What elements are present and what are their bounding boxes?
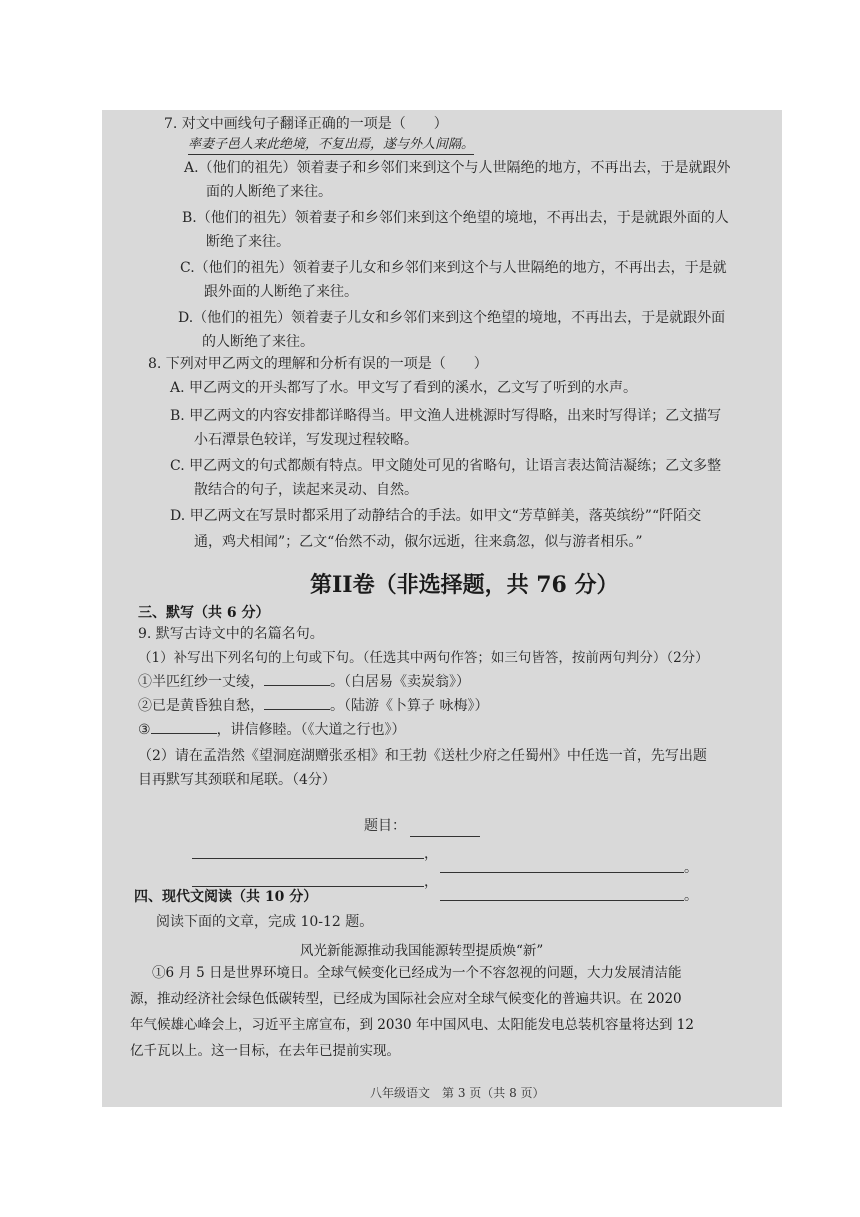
q9-item1-given: ①半匹红纱一丈绫， [138, 674, 264, 690]
q7-option-a-line2: 面的人断绝了来往。 [206, 184, 332, 200]
part2-title: 第II卷（非选择题，共 76 分） [310, 572, 619, 598]
q7-option-c-line2: 跟外面的人断绝了来往。 [204, 284, 358, 300]
q9-part1-instructions: （1）补写出下列名句的上句或下句。（任选其中两句作答；如三句皆答，按前两句判分）（2分） [138, 650, 709, 666]
q9-item3 [138, 720, 406, 740]
q7-option-b-line2: 断绝了来往。 [206, 234, 290, 250]
article-para-line1: ①6 月 5 日是世界环境日。全球气候变化已经成为一个不容忽视的问题，大力发展清洁能 [152, 965, 682, 981]
answer-period-2: 。 [684, 888, 698, 904]
article-para-line3: 年气候雄心峰会上，习近平主席宣布，到 2030 年中国风电、太阳能发电总装机容量将达到 12 [130, 1017, 694, 1033]
section4-heading: 四、现代文阅读（共 10 分） [134, 889, 318, 905]
q8-option-b-line1: B. 甲乙两文的内容安排都详略得当。甲文渔人进桃源时写得略，出来时写得详；乙文描写 [170, 408, 722, 424]
q9-stem: 9. 默写古诗文中的名篇名句。 [138, 626, 324, 642]
q9-item2-blank[interactable] [264, 708, 330, 710]
poem-title-blank[interactable] [410, 836, 480, 837]
q7-option-a-line1: A.（他们的祖先）领着妻子和乡邻们来到这个与人世隔绝的地方，不再出去，于是就跟外 [184, 160, 731, 176]
answer-line-2b[interactable] [440, 900, 684, 901]
section4-intro: 阅读下面的文章，完成 10-12 题。 [156, 914, 374, 930]
q7-option-b-line1: B.（他们的祖先）领着妻子和乡邻们来到这个绝望的境地，不再出去，于是就跟外面的人 [182, 210, 729, 226]
q8-stem: 8. 下列对甲乙两文的理解和分析有误的一项是（ ） [148, 356, 488, 372]
section3-heading: 三、默写（共 6 分） [138, 605, 270, 621]
q9-item2-given: ②已是黄昏独自愁， [138, 698, 264, 714]
q9-part2-line2: 目再默写其颈联和尾联。（4分） [138, 772, 336, 788]
answer-line-1a[interactable] [192, 858, 424, 859]
article-para-line2: 源，推动经济社会绿色低碳转型，已经成为国际社会应对全球气候变化的普遍共识。在 2020 [130, 991, 682, 1007]
q7-option-c-line1: C.（他们的祖先）领着妻子儿女和乡邻们来到这个与人世隔绝的地方，不再出去，于是就 [180, 260, 727, 276]
q9-item3-number: ③ [138, 722, 151, 738]
poem-title-label: 题目： [364, 818, 406, 834]
q9-item2 [138, 696, 488, 716]
q9-part2-line1: （2）请在孟浩然《望洞庭湖赠张丞相》和王勃《送杜少府之任蜀州》中任选一首，先写出题 [138, 748, 707, 764]
exam-page [102, 110, 782, 1107]
q7-quoted-sentence: 率妻子邑人来此绝境，不复出焉，遂与外人间隔。 [188, 136, 474, 155]
q7-option-d-line2: 的人断绝了来往。 [202, 334, 314, 350]
q8-option-d-line2: 通，鸡犬相闻”；乙文“佁然不动，俶尔远逝，往来翕忽，似与游者相乐。” [194, 534, 643, 550]
q9-item1-source: 。（白居易《卖炭翁》） [330, 674, 470, 690]
answer-comma-1: ， [424, 846, 438, 862]
q9-item2-source: 。（陆游《卜算子 咏梅》） [330, 698, 489, 714]
q8-option-b-line2: 小石潭景色较详，写发现过程较略。 [194, 432, 418, 448]
q9-item3-source: ，讲信修睦。（《大道之行也》） [216, 722, 406, 738]
answer-period-1: 。 [684, 860, 698, 876]
q9-item3-blank[interactable] [151, 732, 217, 734]
answer-line-1b[interactable] [440, 872, 684, 873]
q7-stem: 7. 对文中画线句子翻译正确的一项是（ ） [164, 116, 448, 132]
article-para-line4: 亿千瓦以上。这一目标，在去年已提前实现。 [130, 1043, 400, 1059]
q7-option-d-line1: D.（他们的祖先）领着妻子儿女和乡邻们来到这个绝望的境地，不再出去，于是就跟外面 [178, 310, 726, 326]
answer-comma-2: ， [424, 874, 438, 890]
q9-item1-blank[interactable] [264, 684, 330, 686]
q8-option-c-line2: 散结合的句子，读起来灵动、自然。 [194, 482, 418, 498]
page-footer: 八年级语文 第 3 页（共 8 页） [370, 1086, 545, 1100]
q8-option-a: A. 甲乙两文的开头都写了水。甲文写了看到的溪水，乙文写了听到的水声。 [170, 380, 638, 396]
q9-item1 [138, 672, 470, 692]
q8-option-d-line1: D. 甲乙两文在写景时都采用了动静结合的手法。如甲文“芳草鲜美，落英缤纷”“阡陌交 [170, 508, 702, 524]
article-title: 风光新能源推动我国能源转型提质焕“新” [300, 943, 544, 959]
q8-option-c-line1: C. 甲乙两文的句式都颇有特点。甲文随处可见的省略句，让语言表达简洁凝练；乙文多整 [170, 458, 722, 474]
